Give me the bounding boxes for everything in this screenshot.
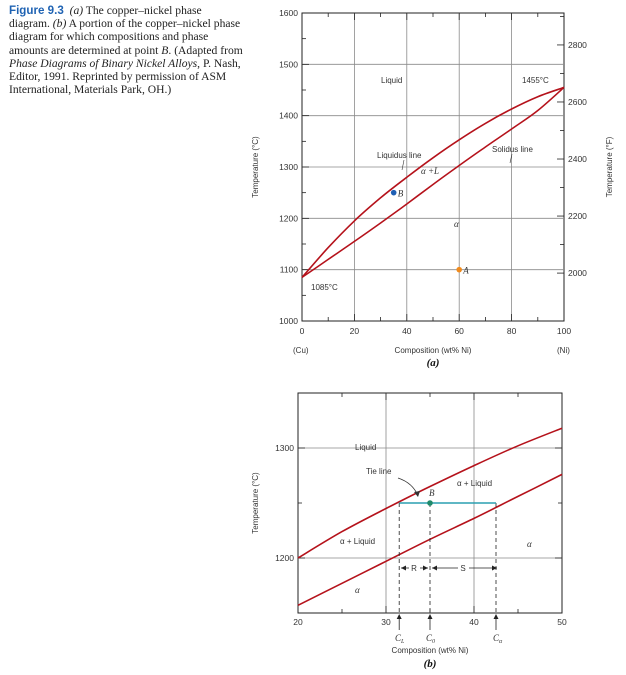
panel-a-x-tick-label: 40 — [402, 326, 412, 336]
label-tie-line: Tie line — [366, 467, 392, 476]
panel-a-x-axis-title: Composition (wt% Ni) — [394, 346, 472, 355]
panel-b-x-tick-label: 50 — [557, 617, 567, 627]
label-cl: $C_L$ — [395, 633, 405, 645]
panel-b-x-axis-title: Composition (wt% Ni) — [391, 646, 469, 655]
figure-number: Figure 9.3 — [9, 4, 64, 17]
label-ni-end: (Ni) — [557, 346, 570, 355]
label-liquid-a: Liquid — [381, 76, 403, 85]
panel-a-y-right-axis-title: Temperature (°F) — [605, 136, 614, 198]
caption-part-b-label: (b) — [52, 17, 67, 31]
panel-a-x-tick-label: 0 — [299, 326, 305, 336]
caption-part-b-text: A portion of the copper–nickel phase diagram for which compositions and phase amounts are determined at point — [9, 17, 241, 57]
panel-a-y-tick-label: 1200 — [279, 213, 298, 224]
panel-a-y-tick-label: 1500 — [279, 59, 298, 70]
panel-a-y-tick-label: 1100 — [279, 264, 298, 275]
caption-period: . — [168, 43, 172, 57]
panel-a-letter: (a) — [426, 357, 440, 369]
panel-a-y-tick-label: 1000 — [279, 316, 298, 326]
panel-b-composition-arrow-head — [428, 614, 433, 619]
panel-a-f-tick-label: 2600 — [568, 96, 587, 107]
panel-a-y-tick-labels — [279, 8, 298, 326]
panel-b-y-tick-label: 1300 — [275, 443, 294, 453]
panel-a-x-tick-label: 60 — [454, 326, 464, 336]
caption-credit: , P. Nash, Editor, 1991. Reprinted by permission of ASM International, Materials Park, OH.) — [9, 56, 241, 97]
point-b-marker-b — [427, 500, 433, 506]
panel-a-y-tick-label: 1300 — [279, 162, 298, 172]
liquidus-pointer — [402, 160, 404, 170]
panel-a-x-tick-label: 80 — [506, 326, 517, 336]
label-alpha-a: α — [454, 219, 459, 229]
panel-b-y-tick-label: 1200 — [275, 553, 294, 563]
label-alpha-left: α — [355, 585, 360, 595]
label-c0: $C_0$ — [426, 633, 436, 645]
panel-a-f-tick-label: 2000 — [568, 268, 587, 279]
label-alpha-liquid-right: α + Liquid — [457, 479, 493, 488]
panel-a-x-tick-labels — [300, 326, 572, 336]
caption-adapted: (Adapted from — [174, 43, 243, 57]
panel-a-chart — [251, 8, 614, 369]
panel-b-composition-arrows — [397, 614, 499, 630]
label-ni-melting: 1455°C — [522, 76, 549, 85]
panel-b-letter: (b) — [423, 658, 437, 670]
label-cu-end: (Cu) — [293, 346, 309, 355]
label-calpha: $C_\alpha$ — [493, 633, 503, 645]
label-liquid-b: Liquid — [355, 443, 377, 452]
caption-book-title: Phase Diagrams of Binary Nickel Alloys — [9, 56, 198, 70]
panel-b-chart — [251, 393, 567, 670]
point-a-label: A — [463, 265, 469, 276]
point-b-label-a: B — [397, 188, 404, 199]
panel-a-f-tick-label: 2400 — [568, 154, 587, 165]
label-liquidus-line: Liquidus line — [377, 151, 422, 160]
caption-part-a-label: (a) — [69, 4, 84, 17]
panel-a-x-tick-label: 20 — [349, 326, 360, 336]
panel-b-x-tick-label: 30 — [381, 617, 391, 627]
panel-b-composition-arrow-head — [494, 614, 499, 619]
point-b-label-b: B — [429, 488, 435, 498]
label-alpha-right: α — [527, 539, 532, 549]
panel-b-x-tick-label: 20 — [293, 617, 303, 627]
panel-a-f-tick-labels — [568, 40, 587, 278]
caption-point-b: B — [161, 43, 169, 57]
panel-a-f-tick-label: 2200 — [568, 211, 587, 222]
point-b-marker-a — [391, 190, 397, 196]
panel-a-x-tick-label: 100 — [556, 326, 572, 336]
panel-b-composition-arrow-head — [397, 614, 402, 619]
panel-a-y-tick-label: 1400 — [279, 110, 298, 121]
panel-b-y-axis-title: Temperature (°C) — [251, 472, 260, 534]
lever-r-label: R — [411, 564, 417, 573]
label-solidus-line: Solidus line — [492, 145, 533, 154]
lever-s-label: S — [460, 564, 466, 573]
panel-b-y-tick-labels — [275, 443, 294, 563]
label-alpha-plus-liquid-a: α +L — [421, 166, 440, 176]
panel-a-y-tick-label: 1600 — [279, 8, 298, 18]
label-cu-melting: 1085°C — [311, 283, 338, 292]
panel-a-y-axis-title: Temperature (°C) — [251, 136, 260, 198]
panel-b-x-tick-label: 40 — [469, 617, 479, 627]
point-a-marker — [456, 267, 462, 273]
caption-part-a-text: The copper–nickel phase diagram. — [9, 4, 202, 31]
panel-a-f-tick-label: 2800 — [568, 39, 587, 50]
label-alpha-liquid-left: α + Liquid — [340, 537, 376, 546]
